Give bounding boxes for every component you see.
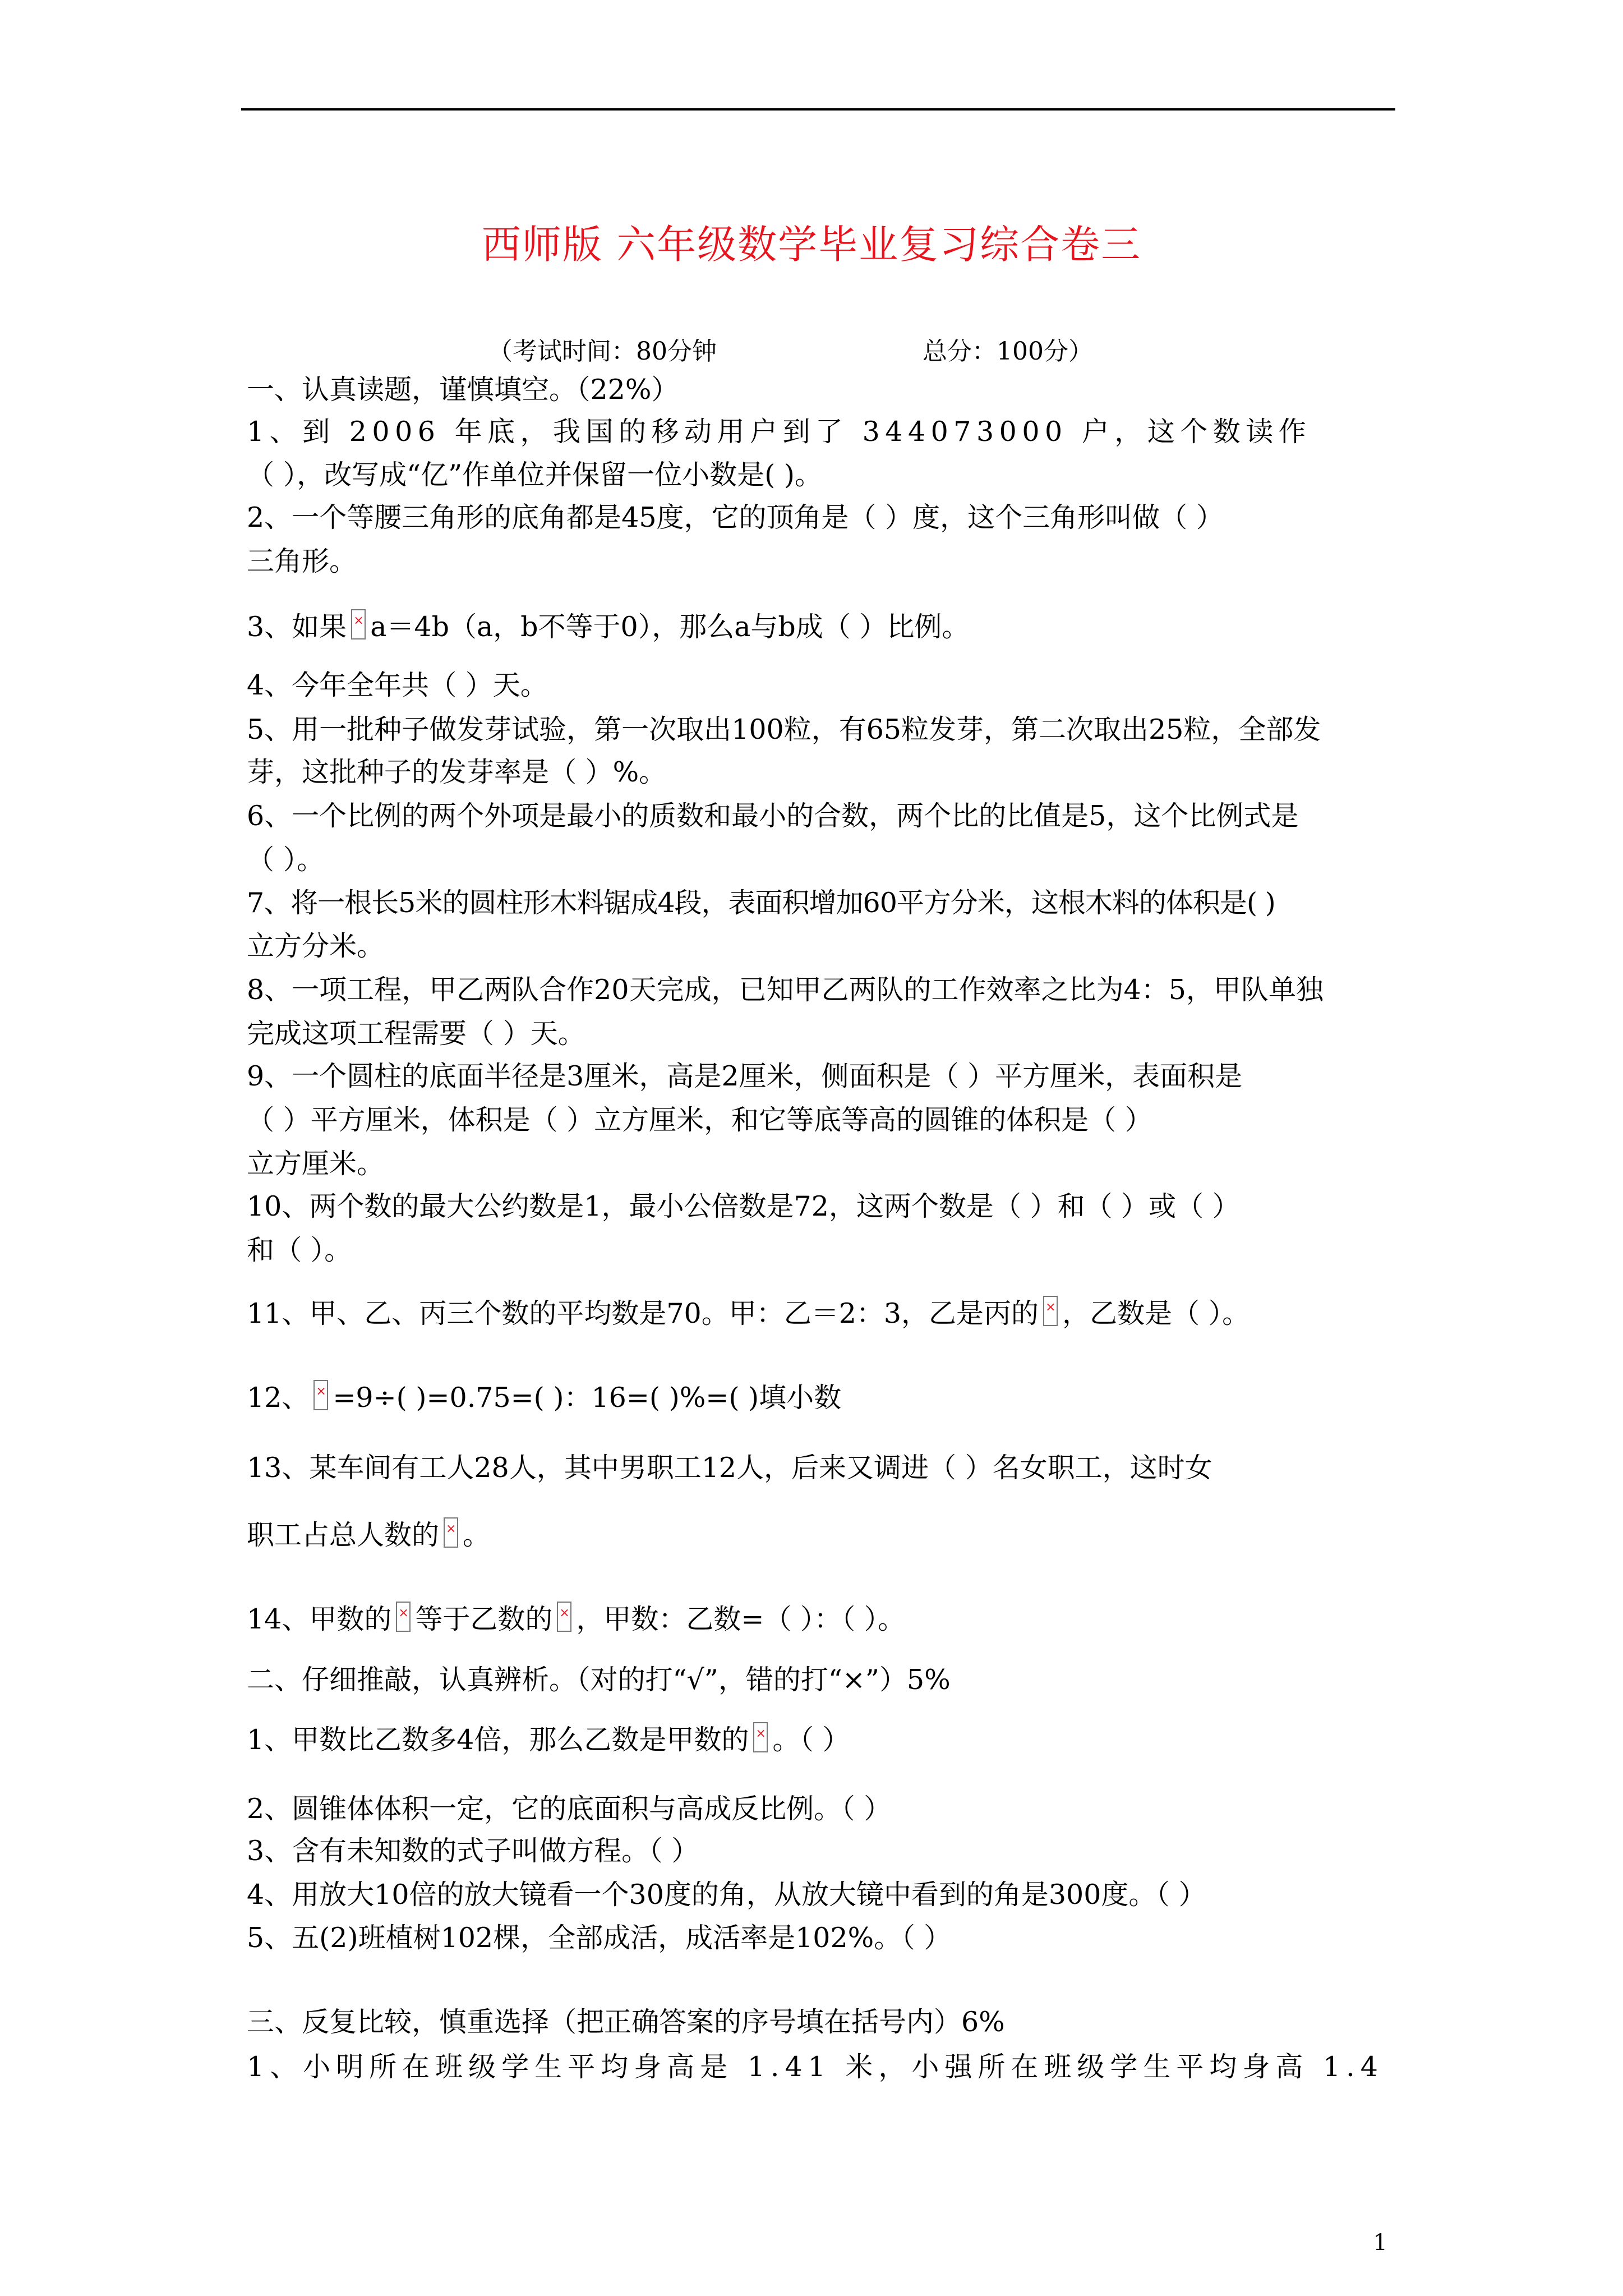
exam-total: 总分：100分） [923,337,1093,366]
page-number: 1 [1373,2230,1387,2256]
broken-image-icon [557,1602,571,1632]
question-10-line-2: 和（ ）。 [247,1234,352,1266]
choice-question-1: 1、小明所在班级学生平均身高是 1.41 米，小强所在班级学生平均身高 1.4 [247,2051,1384,2083]
judge-question-4: 4、用放大10倍的放大镜看一个30度的角，从放大镜中看到的角是300度。（ ） [247,1879,1206,1911]
broken-image-icon [351,609,366,639]
exam-time: （考试时间：80分钟 [488,337,717,366]
question-11-text-end: ，乙数是（ ）。 [1062,1297,1250,1329]
question-6-line-2: （ ）。 [247,844,325,876]
question-14 [247,1602,905,1633]
question-4: 4、今年全年共（ ）天。 [247,669,548,701]
question-6-line-1: 6、一个比例的两个外项是最小的质数和最小的合数，两个比的比值是5，这个比例式是 [247,800,1299,832]
question-3 [247,609,969,641]
question-9-line-3: 立方厘米。 [247,1148,385,1180]
judge-question-1 [247,1722,850,1754]
question-5-line-2: 芽，这批种子的发芽率是（ ）%。 [247,756,667,788]
question-5-line-1: 5、用一批种子做发芽试验，第一次取出100粒，有65粒发芽，第二次取出25粒，全部发 [247,714,1321,746]
question-12 [247,1380,842,1414]
question-1-line-2: （ ），改写成“亿”作单位并保留一位小数是( )。 [247,459,822,491]
broken-image-icon [313,1380,328,1410]
question-2-line-1: 2、一个等腰三角形的底角都是45度，它的顶角是（ ）度，这个三角形叫做（ ） [247,501,1224,533]
broken-image-icon [753,1722,768,1752]
question-8-line-2: 完成这项工程需要（ ）天。 [247,1018,585,1050]
question-3-text-start: 3、如果 [247,611,347,643]
question-14-text-mid: 等于乙数的 [415,1603,553,1635]
question-13-line-2 [247,1517,490,1549]
question-9-line-2: （ ）平方厘米，体积是（ ）立方厘米，和它等底等高的圆锥的体积是（ ） [247,1104,1152,1136]
question-14-text-start: 14、甲数的 [247,1603,392,1635]
question-2-line-2: 三角形。 [247,545,357,577]
question-9-line-1: 9、一个圆柱的底面半径是3厘米，高是2厘米，侧面积是（ ）平方厘米，表面积是 [247,1060,1243,1092]
question-1-line-1: 1、到 2006 年底，我国的移动用户到了 344073000 户，这个数读作 [247,416,1312,448]
section-heading-2: 二、仔细推敲，认真辨析。（对的打“√”，错的打“×”）5% [247,1664,951,1696]
section-heading-3: 三、反复比较，慎重选择（把正确答案的序号填在括号内）6% [247,2006,1005,2038]
page-title: 西师版 六年级数学毕业复习综合卷三 [481,222,1142,268]
question-12-text-start: 12、 [247,1382,310,1414]
question-13-line-1: 13、某车间有工人28人，其中男职工12人，后来又调进（ ）名女职工，这时女 [247,1452,1212,1484]
question-3-text-end: a＝4b（a，b不等于0），那么a与b成（ ）比例。 [370,611,970,643]
judge-question-5: 5、五(2)班植树102棵，全部成活，成活率是102%。（ ） [247,1922,952,1954]
question-14-text-end: ，甲数：乙数=（ ）：（ ）。 [576,1603,906,1635]
judge-question-2: 2、圆锥体体积一定，它的底面积与高成反比例。（ ） [247,1793,892,1825]
question-7-line-1: 7、将一根长5米的圆柱形木料锯成4段，表面积增加60平方分米，这根木料的体积是( ) [247,887,1275,919]
question-7-line-2: 立方分米。 [247,930,385,962]
broken-image-icon [396,1602,411,1632]
question-10-line-1: 10、两个数的最大公约数是1，最小公倍数是72，这两个数是（ ）和（ ）或（ ） [247,1190,1240,1222]
question-12-text-end: =9÷( )=0.75=( )：16=( )%=( )填小数 [333,1382,842,1414]
question-11 [247,1296,1249,1327]
judge-question-3: 3、含有未知数的式子叫做方程。（ ） [247,1835,699,1867]
broken-image-icon [444,1517,458,1548]
question-8-line-1: 8、一项工程，甲乙两队合作20天完成，已知甲乙两队的工作效率之比为4：5，甲队单独 [247,974,1324,1006]
question-13-text-end: 。 [463,1519,491,1551]
header-rule [241,108,1395,111]
section-heading-1: 一、认真读题，谨慎填空。（22%） [247,374,679,406]
judge-question-1-text-start: 1、甲数比乙数多4倍，那么乙数是甲数的 [247,1724,749,1756]
question-13-text-start: 职工占总人数的 [247,1519,440,1551]
question-11-text-start: 11、甲、乙、丙三个数的平均数是70。甲：乙＝2：3，乙是丙的 [247,1297,1039,1329]
broken-image-icon [1043,1296,1058,1326]
judge-question-1-text-end: 。（ ） [772,1724,850,1756]
